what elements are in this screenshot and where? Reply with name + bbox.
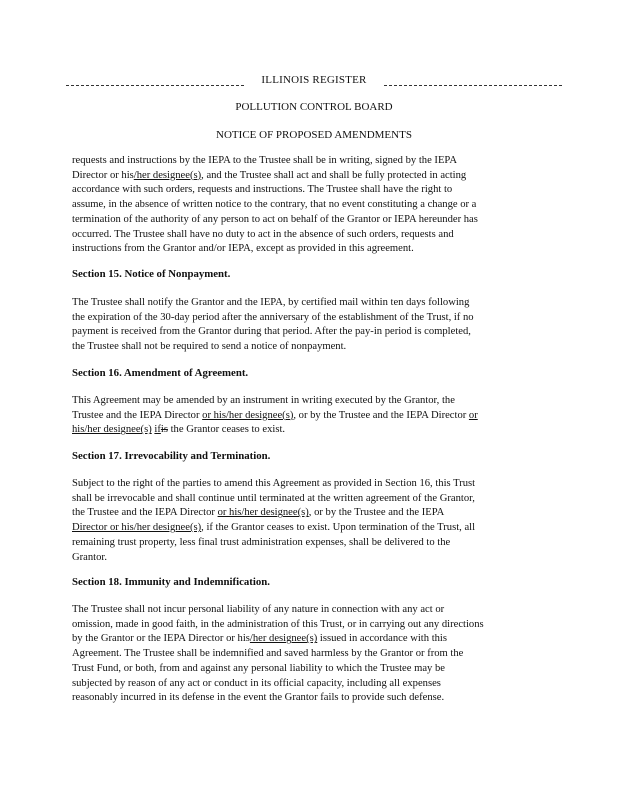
text-line: assume, in the absence of written notice to the contrary, that no event constituting a change or a	[72, 199, 477, 211]
inserted-text: or	[468, 409, 478, 421]
section-17-body	[72, 477, 552, 565]
inserted-text: or his/her designee(s)	[202, 409, 294, 421]
text-line: requests and instructions by the IEPA to the Trustee shall be in writing, signed by the IEPA	[72, 155, 457, 166]
register-title: ILLINOIS REGISTER	[261, 74, 367, 86]
section-15-heading: Section 15. Notice of Nonpayment.	[72, 268, 231, 280]
section-17-heading: Section 17. Irrevocability and Termination.	[72, 450, 271, 462]
text-line: Director or his/her designee(s), if the Grantor ceases to exist. Upon termination of the Trust, all	[72, 522, 476, 534]
inserted-text: /her designee(s)	[249, 633, 318, 645]
section-16-heading: Section 16. Amendment of Agreement.	[72, 367, 249, 379]
text-line: remaining trust property, less final trust administration expenses, shall be delivered to the	[72, 536, 451, 548]
intro-paragraph	[72, 154, 552, 257]
inserted-text: Director or his/her designee(s)	[72, 522, 202, 534]
text-line: omission, made in good faith, in the administration of this Trust, or in carrying out any directions	[72, 618, 484, 630]
text-line: instructions from the Grantor and/or IEPA, except as provided in this agreement.	[72, 243, 414, 255]
board-title: POLLUTION CONTROL BOARD	[235, 101, 393, 113]
text-line: subjected by reason of any act or conduct in its official capacity, including all expenses	[72, 677, 441, 689]
inserted-text: if	[154, 424, 161, 436]
text-line: the expiration of the 30-day period after the anniversary of the establishment of the Trust, if no	[72, 311, 474, 323]
section-15-body	[72, 296, 552, 355]
section-18-heading: Section 18. Immunity and Indemnification.	[72, 576, 270, 588]
text-line: reasonably incurred in its defense in the event the Grantor fails to provide such defense.	[72, 692, 445, 704]
text-line: the Trustee and the IEPA Director or his/her designee(s), or by the Trustee and the IEPA	[72, 507, 445, 519]
text-line: termination of the authority of any person to act on behalf of the Grantor or IEPA hereunder has	[72, 213, 478, 225]
header-rule-right	[384, 85, 562, 86]
text-line: The Trustee shall notify the Grantor and the IEPA, by certified mail within ten days following	[72, 297, 470, 308]
text-line: occurred. The Trustee shall have no duty to act in the absence of such orders, requests and	[72, 228, 454, 240]
text-line: Grantor.	[72, 551, 108, 563]
text-line: This Agreement may be amended by an instrument in writing executed by the Grantor, the	[72, 395, 455, 406]
inserted-text: his/her designee(s)	[72, 424, 152, 436]
text-line: by the Grantor or the IEPA Director or his/her designee(s) issued in accordance with this	[72, 633, 448, 645]
text-line: Agreement. The Trustee shall be indemnified and saved harmless by the Grantor or from the	[72, 648, 464, 660]
text-line: Subject to the right of the parties to amend this Agreement as provided in Section 16, this Trust	[72, 478, 476, 489]
text-line: shall be irrevocable and shall continue until terminated at the written agreement of the Grantor,	[72, 492, 475, 504]
text-line: accordance with such orders, requests and instructions. The Trustee shall have the right to	[72, 184, 453, 196]
section-16-body	[72, 394, 552, 438]
text-line: The Trustee shall not incur personal liability of any nature in connection with any act or	[72, 604, 445, 615]
text-line: Trust Fund, or both, from and against any personal liability to which the Trustee may be	[72, 662, 445, 674]
text-line: payment is received from the Grantor during that period. After the pay-in period is completed,	[72, 326, 471, 338]
text-line: Trustee and the IEPA Director or his/her designee(s), or by the Trustee and the IEPA Director or	[72, 409, 478, 421]
notice-title: NOTICE OF PROPOSED AMENDMENTS	[216, 129, 412, 141]
section-18-body	[72, 603, 552, 706]
deleted-text: is	[160, 424, 168, 436]
text-line: his/her designee(s) ifis the Grantor ceases to exist.	[72, 424, 286, 436]
register-header	[66, 73, 562, 87]
inserted-text: or his/her designee(s)	[217, 507, 309, 519]
text-line: Director or his/her designee(s), and the Trustee shall act and shall be fully protected in acting	[72, 169, 467, 181]
inserted-text: /her designee(s)	[133, 169, 202, 181]
text-line: the Trustee shall not be required to send a notice of nonpayment.	[72, 341, 347, 353]
